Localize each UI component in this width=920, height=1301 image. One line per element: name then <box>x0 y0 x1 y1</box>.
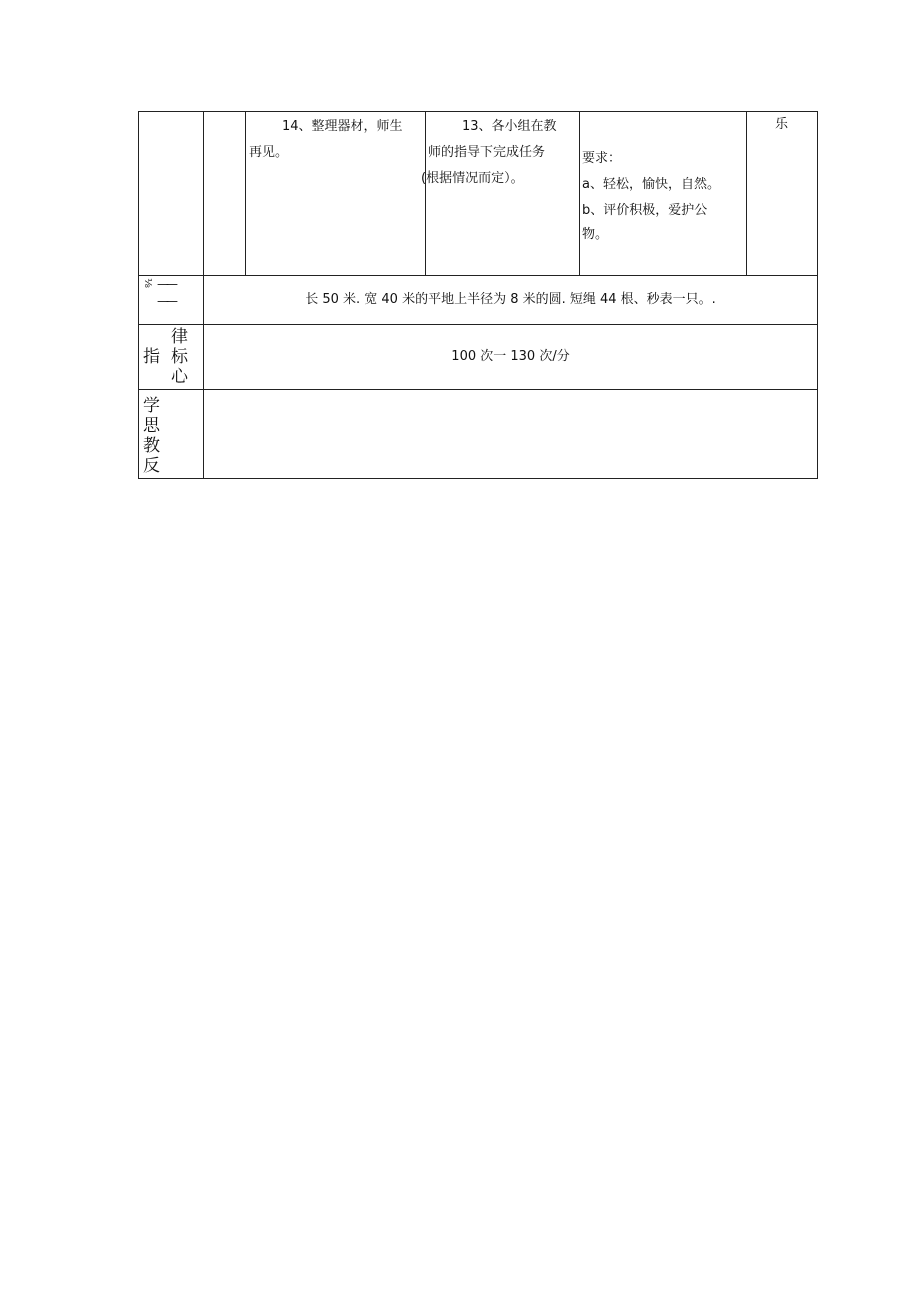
activity-student-line-3: (根据情况而定）。 <box>421 171 524 186</box>
row-divider <box>139 275 817 276</box>
col-divider <box>746 112 747 275</box>
remark-text: 乐 <box>775 117 789 132</box>
col-divider <box>425 112 426 275</box>
heart-rate-text: 100 次一 130 次/分 <box>451 349 570 364</box>
row4-label-4: 反 <box>143 456 160 476</box>
row3-label-a: 律 <box>171 327 188 347</box>
row3-label-d: 心 <box>171 367 188 387</box>
col-divider <box>579 112 580 275</box>
activity-teacher-line-1: 14、整理器材，师生 <box>282 119 403 134</box>
requirement-a: a、轻松，愉快，自然。 <box>582 177 720 192</box>
row3-label-c: 标 <box>171 347 188 367</box>
row2-label-dash-1: —— <box>157 277 175 291</box>
row2-label-glyph: ⅛ <box>141 278 153 288</box>
equipment-text: 长 50 米. 宽 40 米的平地上半径为 8 米的圆. 短绳 44 根、秒表一只。. <box>305 292 716 307</box>
activity-student-line-1: 13、各小组在教 <box>462 119 557 134</box>
row2-label-dash-2: —— <box>157 294 175 308</box>
row4-label-3: 教 <box>143 436 160 456</box>
activity-student-line-2: 师的指导下完成任务 <box>428 145 546 160</box>
col-divider <box>245 112 246 275</box>
row3-label-b: 指 <box>143 347 160 367</box>
row-divider <box>139 389 817 390</box>
row-divider <box>139 324 817 325</box>
row4-label-2: 思 <box>143 416 160 436</box>
row4-label-1: 学 <box>143 396 160 416</box>
requirement-b-cont: 物。 <box>582 227 609 242</box>
requirement-title: 要求： <box>582 151 622 166</box>
activity-teacher-line-2: 再见。 <box>249 145 289 160</box>
requirement-b: b、评价积极，爱护公 <box>582 203 708 218</box>
lesson-plan-table <box>138 111 818 479</box>
